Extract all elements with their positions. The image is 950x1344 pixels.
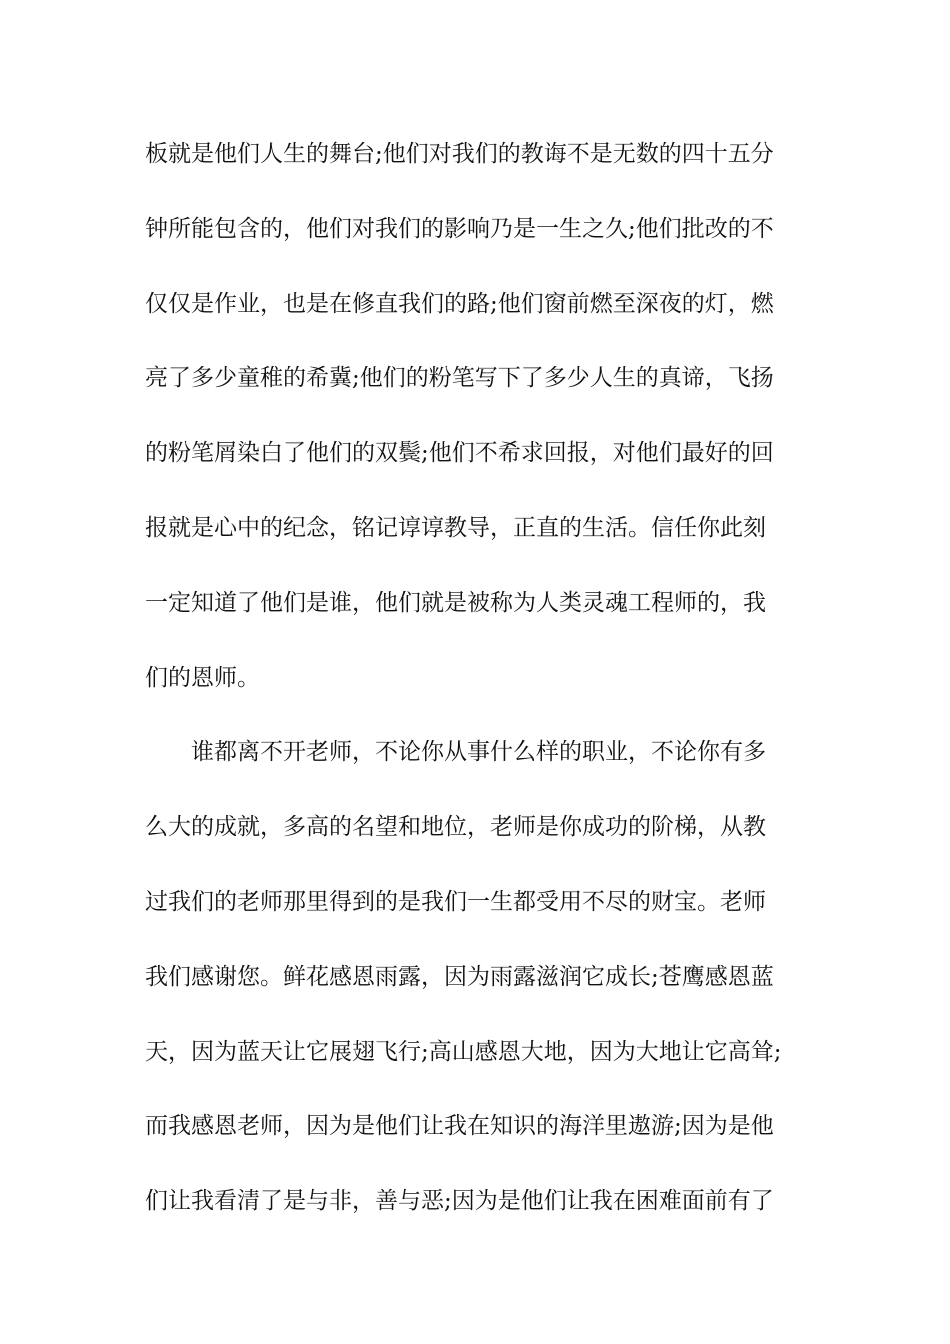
text-line: 天，因为蓝天让它展翅飞行;高山感恩大地，因为大地让它高耸; xyxy=(145,1038,782,1065)
text-line: 而我感恩老师，因为是他们让我在知识的海洋里遨游;因为是他 xyxy=(145,1113,774,1140)
text-line: 的粉笔屑染白了他们的双鬓;他们不希求回报，对他们最好的回 xyxy=(145,440,774,467)
body-text xyxy=(145,131,835,1253)
text-line: 报就是心中的纪念，铭记谆谆教导，正直的生活。信任你此刻 xyxy=(145,514,766,541)
text-line: 过我们的老师那里得到的是我们一生都受用不尽的财宝。老师 xyxy=(145,888,766,915)
paragraph-start-line: 谁都离不开老师，不论你从事什么样的职业，不论你有多 xyxy=(191,739,766,766)
text-line: 仅仅是作业，也是在修直我们的路;他们窗前燃至深夜的灯，燃 xyxy=(145,290,774,317)
text-line: 么大的成就，多高的名望和地位，老师是你成功的阶梯，从教 xyxy=(145,814,766,841)
text-line: 我们感谢您。鲜花感恩雨露，因为雨露滋润它成长;苍鹰感恩蓝 xyxy=(145,963,774,990)
text-line: 一定知道了他们是谁，他们就是被称为人类灵魂工程师的，我 xyxy=(145,589,766,616)
text-line: 钟所能包含的，他们对我们的影响乃是一生之久;他们批改的不 xyxy=(145,215,774,242)
text-line: 板就是他们人生的舞台;他们对我们的教诲不是无数的四十五分 xyxy=(145,141,774,167)
text-line: 们让我看清了是与非，善与恶;因为是他们让我在困难面前有了 xyxy=(145,1188,774,1215)
text-line: 们的恩师。 xyxy=(145,664,260,691)
text-line: 亮了多少童稚的希冀;他们的粉笔写下了多少人生的真谛，飞扬 xyxy=(145,365,774,392)
